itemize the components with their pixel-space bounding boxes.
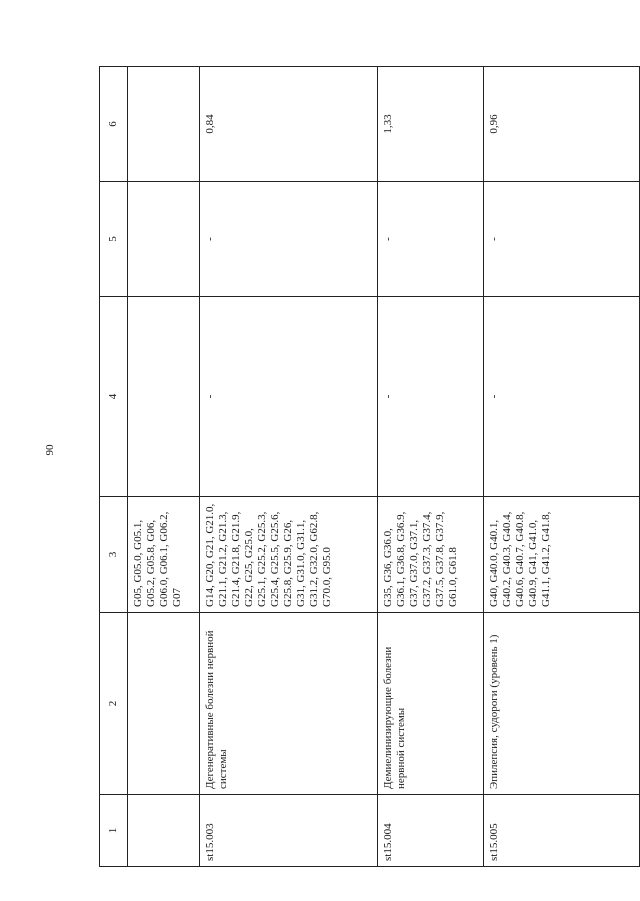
row-col-4 xyxy=(128,297,200,497)
row-col-4: - xyxy=(378,297,484,497)
row-code xyxy=(128,795,200,867)
row-coefficient: 0,84 xyxy=(200,67,378,182)
row-coefficient xyxy=(128,67,200,182)
row-icd-codes: G14, G20, G21, G21.0, G21.1, G21.2, G21.3, G21.4, G21.8, G21.9, G22, G25, G25.0, G25.1, G25.2, G25.3, G25.4, G25.5, G25.6, G25.8, G25.9, G26, G31, G31.0, G31.1, G31.2, G32.0, G62.8, G70.0, G95.0 xyxy=(200,497,378,613)
table-row xyxy=(200,67,378,867)
header-col-4: 4 xyxy=(100,297,128,497)
tariff-table xyxy=(99,66,640,867)
row-code: st15.004 xyxy=(378,795,484,867)
rotated-table-container xyxy=(99,67,639,867)
row-icd-codes: G05, G05.0, G05.1, G05.2, G05.8, G06, G06.0, G06.1, G06.2, G07 xyxy=(128,497,200,613)
row-col-5 xyxy=(128,182,200,297)
table-row xyxy=(484,67,640,867)
row-code: st15.005 xyxy=(484,795,640,867)
row-icd-codes: G35, G36, G36.0, G36.1, G36.8, G36.9, G37, G37.0, G37.1, G37.2, G37.3, G37.4, G37.5, G37.8, G37.9, G61.0, G61.8 xyxy=(378,497,484,613)
row-coefficient: 0,96 xyxy=(484,67,640,182)
table-row xyxy=(128,67,200,867)
row-col-5: - xyxy=(484,182,640,297)
row-name: Эпилепсия, судороги (уровень 1) xyxy=(484,613,640,795)
row-code: st15.003 xyxy=(200,795,378,867)
row-coefficient: 1,33 xyxy=(378,67,484,182)
header-row xyxy=(100,67,128,867)
table-row xyxy=(378,67,484,867)
row-name xyxy=(128,613,200,795)
row-col-4: - xyxy=(200,297,378,497)
row-name: Дегенеративные болезни нервной системы xyxy=(200,613,378,795)
row-name: Демиелинизирующие болезни нервной системы xyxy=(378,613,484,795)
header-col-1: 1 xyxy=(100,795,128,867)
row-col-4: - xyxy=(484,297,640,497)
row-col-5: - xyxy=(378,182,484,297)
row-col-5: - xyxy=(200,182,378,297)
header-col-2: 2 xyxy=(100,613,128,795)
header-col-3: 3 xyxy=(100,497,128,613)
header-col-6: 6 xyxy=(100,67,128,182)
row-icd-codes: G40, G40.0, G40.1, G40.2, G40.3, G40.4, G40.6, G40.7, G40.8, G40.9, G41, G41.0, G41.1, G41.2, G41.8, xyxy=(484,497,640,613)
page-number: 90 xyxy=(44,444,56,456)
header-col-5: 5 xyxy=(100,182,128,297)
